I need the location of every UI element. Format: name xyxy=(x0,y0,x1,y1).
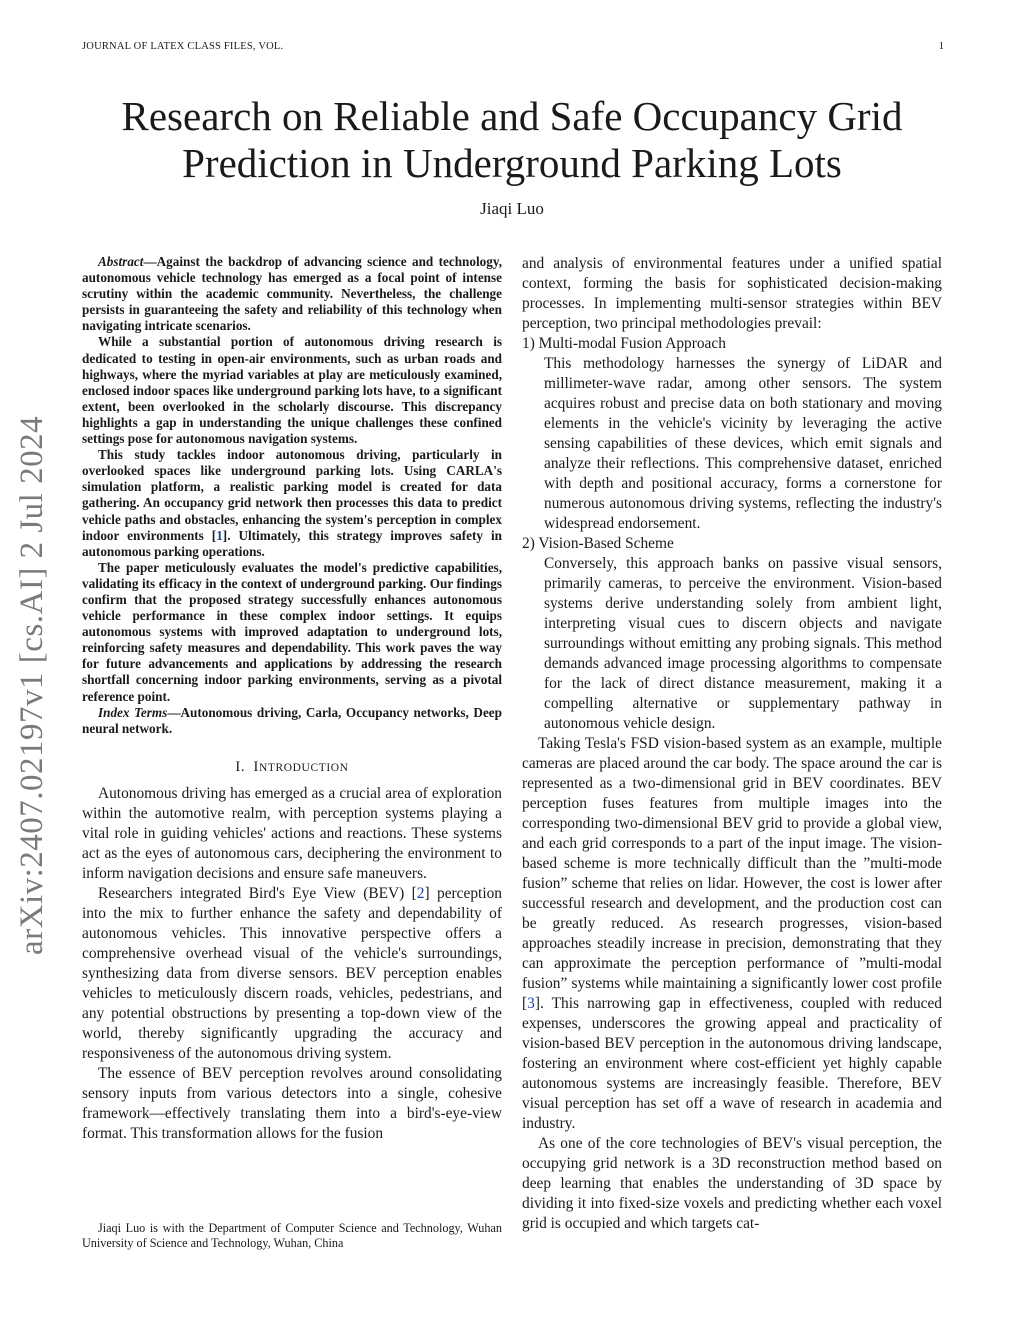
abstract xyxy=(82,254,502,737)
list-item-body: Conversely, this approach banks on passive visual sensors, primarily cameras, to perceive the environment. Vision-based systems derive understanding solely from ambient light, interpreting visual cues to discern objects and navigate surroundings without emitting any probing signals. This method demands advanced image processing algorithms to compensate for the lack of direct distance measurement, making it a compelling alternative or supplementary pathway in autonomous vehicle design. xyxy=(544,555,942,732)
citation-link[interactable]: 1 xyxy=(216,527,223,543)
body-paragraph: Researchers integrated Bird's Eye View (BEV) [2] perception into the mix to further enhance the safety and dependability of autonomous vehicles. This innovative perspective offers a comprehensive overhead visual of the vehicle's surroundings, synthesizing data from diverse sensors. BEV perception enables vehicles to meticulously discern roads, vehicles, pedestrians, and any potential obstructions by presenting a top-down view of the world, thereby significantly upgrading the accuracy and responsiveness of the autonomous driving system. xyxy=(82,884,502,1062)
left-column xyxy=(82,254,502,1144)
list-item-heading: 2) Vision-Based Scheme xyxy=(522,535,674,552)
index-terms-lead: Index Terms xyxy=(98,704,168,720)
title-line-1: Research on Reliable and Safe Occupancy Grid xyxy=(121,93,903,139)
abstract-paragraph: Abstract—Against the backdrop of advancing science and technology, autonomous vehicle technology has emerged as a focal point of intense scrutiny within the academic community. Nevertheless, the challenge persists in guaranteeing the safety and reliability of this technology when navigating intricate scenarios. xyxy=(82,254,502,334)
abstract-paragraph: While a substantial portion of autonomous driving research is dedicated to testing in open-air environments, such as urban roads and highways, where the myriad variables at play are meticulously examined, enclosed indoor spaces like underground parking lots have, to a significant extent, been overlooked in the scholarly discourse. This discrepancy highlights a gap in understanding the unique challenges these confined settings pose for autonomous navigation systems. xyxy=(82,334,502,447)
page-number: 1 xyxy=(938,41,944,52)
title-line-2: Prediction in Underground Parking Lots xyxy=(182,140,842,186)
index-terms: Index Terms—Autonomous driving, Carla, Occupancy networks, Deep neural network. xyxy=(82,704,502,736)
abstract-paragraph: The paper meticulously evaluates the model's predictive capabilities, validating its efficacy in the context of underground parking. Our findings confirm that the proposed strategy successfully enhances autonomous vehicle performance in these complex indoor settings. It equips autonomous systems with improved adaptation to underground lots, reinforcing safety measures and dependability. This work paves the way for future advancements and applications by addressing the research shortfall concerning indoor parking environments, serving as a pivotal reference point. xyxy=(82,559,502,704)
citation-link[interactable]: 2 xyxy=(416,884,425,902)
body-paragraph: Autonomous driving has emerged as a crucial area of exploration within the automotive realm, with perception systems playing a vital role in guiding vehicles' actions and reactions. These systems act as the eyes of autonomous cars, deciphering the environment to inform navigation decisions and ensure safe maneuvers. xyxy=(82,784,502,882)
body-paragraph: As one of the core technologies of BEV's visual perception, the occupying grid network is a 3D reconstruction method based on deep learning that enables the understanding of 3D space by dividing it into fixed-size voxels and predicting whether each voxel grid is occupied and which targets cat- xyxy=(522,1135,942,1232)
right-column xyxy=(522,254,942,1234)
list-item-body: This methodology harnesses the synergy of LiDAR and millimeter-wave radar, among other sensors. The system acquires robust and precise data on both stationary and moving elements in the vehicle's vicinity by leveraging the active sensing capabilities of these devices, which emit signals and analyze their reflections. This comprehensive dataset, enriched with depth and positional accuracy, forms a cornerstone for numerous autonomous driving systems, reflecting the industry's widespread endorsement. xyxy=(544,355,942,532)
body-paragraph: The essence of BEV perception revolves around consolidating sensory inputs from various detectors into a single, cohesive framework—effectively translating them into a bird's-eye-view format. This transformation allows for the fusion xyxy=(82,1064,502,1142)
body-paragraph: Taking Tesla's FSD vision-based system as an example, multiple cameras are placed around the car body. The space around the car is represented as a two-dimensional grid in BEV coordinates. BEV perception fuses features from multiple images into the corresponding two-dimensional BEV grid to provide a global view, and each grid corresponds to a part of the input image. The vision-based scheme is more technically difficult than the ”multi-mode fusion” scheme that relies on lidar. However, the cost is lower after successful research and development, and the production cost can be greatly reduced. As research progresses, vision-based approaches steadily increase in precision, demonstrating that they can approximate the perception performance of ”multi-modal fusion” systems while maintaining a significantly lower cost profile [3]. This narrowing gap in effectiveness, coupled with reduced expenses, underscores the growing appeal and practicality of vision-based BEV perception in the autonomous driving landscape, fostering an environment where cost-efficient yet highly capable autonomous systems are increasingly feasible. Therefore, BEV visual perception has set off a wave of research in academia and industry. xyxy=(522,735,942,1132)
journal-header: JOURNAL OF LATEX CLASS FILES, VOL. xyxy=(82,41,284,52)
abstract-lead: Abstract xyxy=(98,254,144,269)
paper-title xyxy=(82,93,942,187)
arxiv-stamp[interactable]: arXiv:2407.02197v1 [cs.AI] 2 Jul 2024 xyxy=(14,415,50,955)
citation-link[interactable]: 3 xyxy=(527,995,535,1012)
author-footnote: Jiaqi Luo is with the Department of Computer Science and Technology, Wuhan University of Science and Technology, Wuhan, China xyxy=(82,1221,502,1250)
author-name: Jiaqi Luo xyxy=(480,199,544,218)
abstract-paragraph: This study tackles indoor autonomous driving, particularly in overlooked spaces like underground parking lots. Using CARLA's simulation platform, a realistic parking model is created for data gathering. An occupancy grid network then processes this data to predict vehicle paths and obstacles, enhancing the system's perception in complex indoor environments [1]. Ultimately, this strategy improves safety in autonomous parking operations. xyxy=(82,447,502,559)
introduction-body xyxy=(82,784,502,1144)
section-heading: I. INTRODUCTION xyxy=(235,758,349,775)
body-paragraph: and analysis of environmental features under a unified spatial context, forming the basis for sophisticated decision-making processes. In implementing multi-sensor strategies within BEV perception, two principal methodologies prevail: xyxy=(522,255,942,332)
list-item-heading: 1) Multi-modal Fusion Approach xyxy=(522,335,726,352)
